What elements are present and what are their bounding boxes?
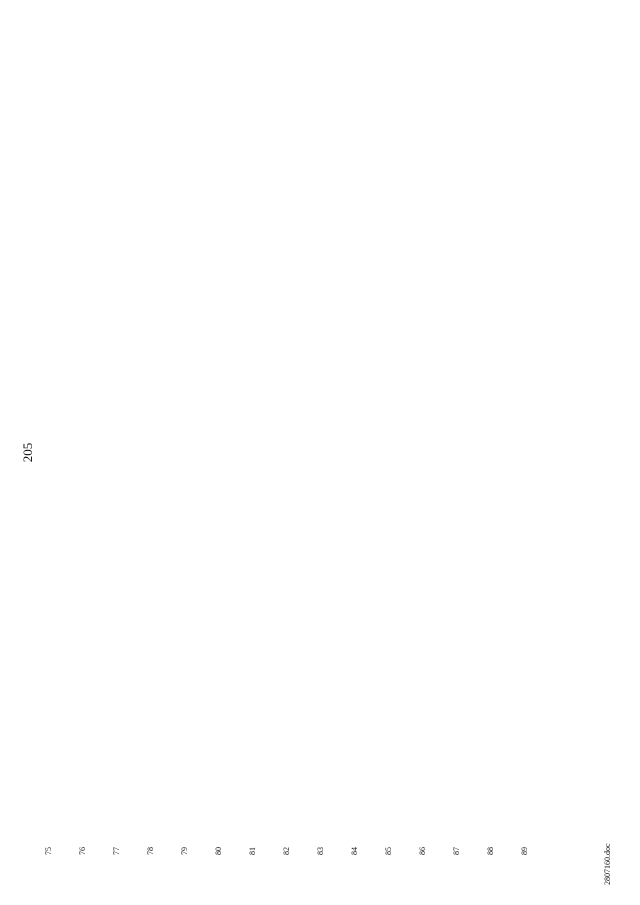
footnote	[248, 50, 282, 855]
footnote-text	[112, 50, 145, 843]
footnotes-list	[44, 50, 554, 855]
rotated-content	[20, 20, 620, 885]
footnote	[112, 50, 146, 855]
footnote-number: 83	[316, 847, 325, 855]
footnote-number: 86	[418, 847, 427, 855]
footnote-number: 76	[78, 847, 87, 855]
footnote	[316, 50, 350, 855]
footnote-number: 81	[248, 847, 257, 855]
footnote	[44, 50, 78, 855]
footnote-number: 88	[486, 847, 495, 855]
footnote-number: 79	[180, 847, 189, 855]
footnote-number: 84	[350, 847, 359, 855]
footnote-text	[418, 50, 451, 843]
footnote-text	[180, 50, 213, 843]
page-number: 205	[20, 442, 35, 463]
footnote-text	[78, 50, 111, 843]
document-page	[20, 20, 620, 885]
footnote	[418, 50, 452, 855]
footnote-text	[486, 50, 519, 843]
footnote-text	[248, 50, 281, 843]
footnote-text	[452, 50, 485, 843]
footnote-number: 85	[384, 847, 393, 855]
footnote	[350, 50, 384, 855]
footnote-text	[350, 50, 383, 843]
footnote-text	[44, 50, 77, 843]
footnote-number: 87	[452, 847, 461, 855]
footnote	[214, 50, 248, 855]
footnote-text	[520, 50, 553, 843]
footnote-number: 82	[282, 847, 291, 855]
footnote-text	[146, 50, 179, 843]
footnote-number: 75	[44, 847, 53, 855]
document-file-name: 2807160.doc	[603, 843, 612, 885]
footnote	[384, 50, 418, 855]
footnote	[146, 50, 180, 855]
footnote	[520, 50, 554, 855]
footnote-text	[214, 50, 247, 843]
footnote	[452, 50, 486, 855]
footnote-text	[316, 50, 349, 843]
footnote-number: 89	[520, 847, 529, 855]
footnote	[180, 50, 214, 855]
footnote	[78, 50, 112, 855]
footnote	[282, 50, 316, 855]
footnote	[486, 50, 520, 855]
footnote-number: 80	[214, 847, 223, 855]
footnote-number: 77	[112, 847, 121, 855]
footnote-text	[384, 50, 417, 843]
footnote-number: 78	[146, 847, 155, 855]
footnote-text	[282, 50, 315, 843]
